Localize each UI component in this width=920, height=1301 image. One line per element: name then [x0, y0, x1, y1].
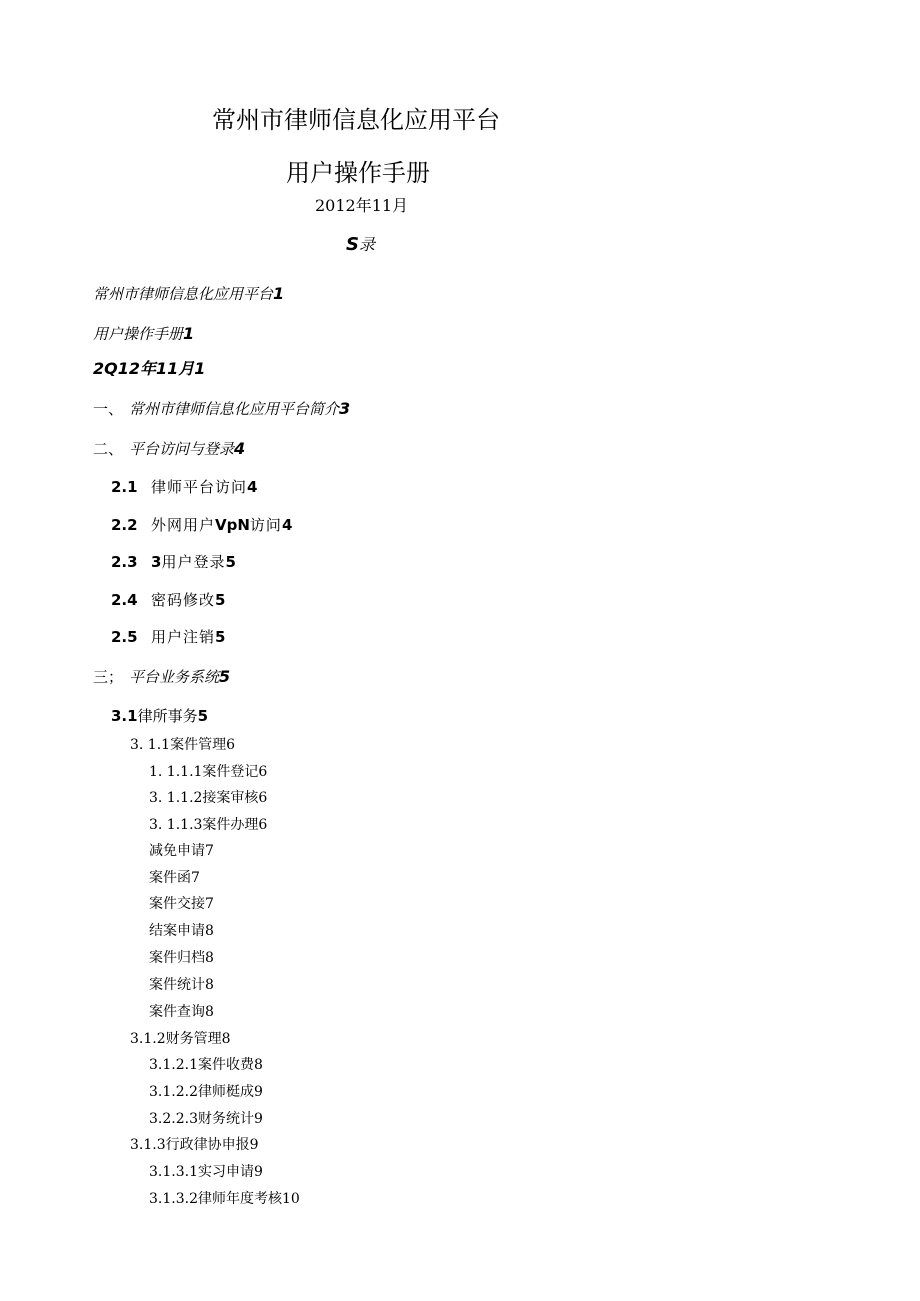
toc-item[interactable]: 3. 1.1.3案件办理6: [149, 817, 268, 833]
toc-item[interactable]: 3.1.3.2律师年度考核10: [149, 1191, 300, 1207]
subsection-prefix: 3: [151, 553, 162, 571]
toc-heading-letter: S: [346, 234, 359, 255]
subsection-number: 2.5: [111, 628, 138, 646]
subsection-title-tail: 访问: [249, 516, 282, 534]
toc-entry-title[interactable]: [93, 283, 284, 304]
toc-entry-date[interactable]: 2Q12年11月1: [93, 359, 206, 378]
toc-item[interactable]: 结案申请8: [149, 923, 214, 939]
toc-item[interactable]: 3.1.2.1案件收费8: [149, 1057, 263, 1073]
toc-entry-text: 常州市律师信息化应用平台: [93, 285, 274, 303]
section-page: 5: [219, 667, 231, 686]
section-page: 3: [339, 399, 351, 418]
section-title: 平台业务系统: [129, 668, 220, 686]
toc-item[interactable]: 减免申请7: [149, 843, 214, 859]
subsection-number: 2.4: [111, 591, 138, 609]
subsection-page: 5: [197, 707, 209, 725]
toc-item[interactable]: 案件交接7: [149, 896, 214, 912]
toc-heading-char: 录: [358, 235, 375, 254]
subsection-title: 密码修改: [151, 591, 216, 609]
section-ordinal: 一、: [93, 400, 124, 418]
subsection-title: 律师平台访问: [151, 478, 248, 496]
section-title: 常州市律师信息化应用平台简介: [129, 400, 340, 418]
subsection-title: 用户注销: [151, 628, 216, 646]
subsection-number: 2.3: [111, 553, 138, 571]
toc-item[interactable]: 3.1.2.2律师梃成9: [149, 1084, 263, 1100]
toc-item[interactable]: 案件函7: [149, 870, 200, 886]
subsection-title: 律所事务: [137, 707, 198, 725]
toc-heading: [346, 232, 375, 255]
toc-item[interactable]: 3.1.3.1实习申请9: [149, 1164, 263, 1180]
toc-section-2[interactable]: [93, 438, 245, 459]
toc-section-1[interactable]: [93, 398, 350, 419]
toc-item[interactable]: 3. 1.1.2接案审核6: [149, 790, 268, 806]
subsection-page: 5: [215, 591, 226, 609]
document-date: 2012年11月: [315, 196, 409, 215]
subsection-number: 2.2: [111, 516, 138, 534]
section-title: 平台访问与登录: [129, 440, 235, 458]
toc-entry-text: 用户操作手册: [93, 325, 184, 343]
subsection-title: 用户登录: [161, 553, 226, 571]
section-ordinal: 三；: [93, 668, 124, 686]
toc-section-3[interactable]: [93, 666, 230, 687]
toc-subsection-2-5[interactable]: [111, 626, 225, 647]
toc-subsection-2-1[interactable]: [111, 476, 257, 497]
toc-item[interactable]: 3. 1.1案件管理6: [130, 737, 235, 753]
document-title: 常州市律师信息化应用平台: [212, 106, 500, 134]
toc-item[interactable]: 案件统计8: [149, 977, 214, 993]
toc-subsection-2-3[interactable]: [111, 551, 236, 572]
section-ordinal: 二、: [93, 440, 124, 458]
toc-subsection-3-1[interactable]: [111, 705, 208, 726]
toc-entry-page: 1: [183, 324, 195, 343]
toc-item[interactable]: 案件归档8: [149, 950, 214, 966]
subsection-page: 5: [215, 628, 226, 646]
toc-entry-page: 1: [273, 284, 285, 303]
toc-subsection-2-2[interactable]: [111, 514, 292, 535]
subsection-number: 2.1: [111, 478, 138, 496]
toc-item[interactable]: 3.2.2.3财务统计9: [149, 1111, 263, 1127]
subsection-title: 外网用户: [151, 516, 216, 534]
subsection-number: 3.1: [111, 707, 138, 725]
section-page: 4: [234, 439, 246, 458]
document-subtitle: 用户操作手册: [286, 159, 430, 187]
subsection-page: 4: [281, 516, 293, 534]
toc-entry-manual[interactable]: [93, 323, 194, 344]
subsection-page: 4: [247, 478, 258, 496]
toc-item[interactable]: 案件查询8: [149, 1004, 214, 1020]
subsection-title-bold: VpN: [215, 516, 250, 534]
toc-item[interactable]: 1. 1.1.1案件登记6: [149, 764, 268, 780]
toc-subsection-2-4[interactable]: [111, 589, 225, 610]
toc-item[interactable]: 3.1.3行政律协申报9: [130, 1137, 259, 1153]
toc-item[interactable]: 3.1.2财务管理8: [130, 1031, 231, 1047]
subsection-page: 5: [225, 553, 236, 571]
